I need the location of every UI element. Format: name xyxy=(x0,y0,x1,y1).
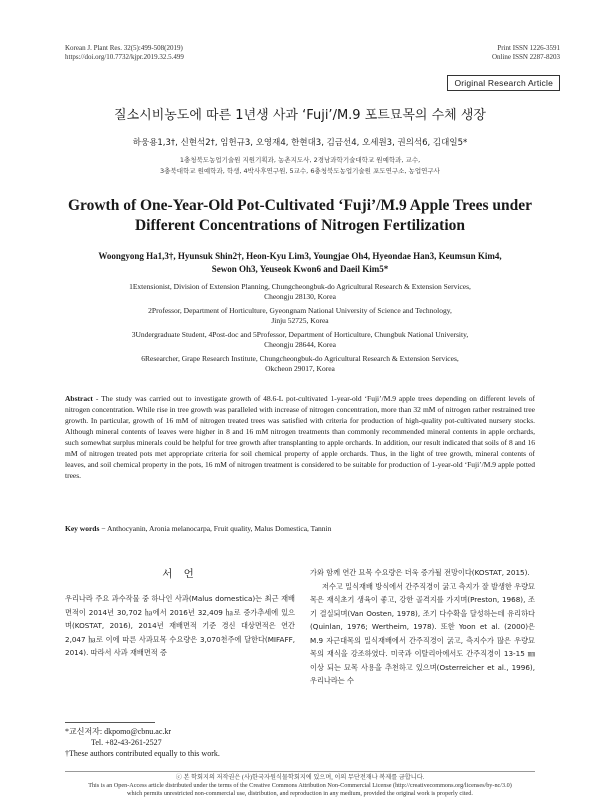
abstract-text: - The study was carried out to investigate growth of 48.6-L pot-cultivated 1-year-old ‘Fuji’/M.9 apple trees depending on different levels of nitrogen concentration. While rise in tree growth was paralleled with increase of nitrogen concentration, more than 32 mM of nitrogen rather restrained tree growth. In particular, growth of 16 mM of nitrogen treated trees was satisfied with criteria for production of high-quality pot-cultivated nursery stocks. Although mineral contents of leaves were higher in 8 and 16 mM nitrogen treatments than commonly recommended mineral contents in apple orchards, such somewhat surplus minerals could be helpful for tree growth after transplanting to apple orchards. In addition, our result indicated that soils of 8 and 16 mM of nitrogen treated pots met appropriate criteria for soil chemical property of apple orchards. Thus, in the light of tree growth, mineral contents of leaves, and soil chemical property in the pots, 16 mM of nitrogen treatment is considered to be suitable for production of 1-year-old ‘Fuji’/M.9 apple potted trees. xyxy=(65,394,535,480)
journal-citation: Korean J. Plant Res. 32(5):499-508(2019) https://doi.org/10.7732/kjpr.2019.32.5.499 xyxy=(65,44,184,61)
abstract xyxy=(65,393,535,481)
english-authors: Woongyong Ha1,3†, Hyunsuk Shin2†, Heon-Kyu Lim3, Youngjae Oh4, Hyeondae Han3, Keumsun Kim4, Sewon Oh3, Yeuseok Kwon6 and Daeil Kim5* xyxy=(98,251,502,274)
footnote-divider xyxy=(65,722,155,723)
intro-right-column: 가와 함께 연간 묘목 수요량은 더욱 증가될 전망이다(KOSTAT, 2015). 저수고 밀식재배 방식에서 간주직경이 굵고 측지가 잘 발생한 우량묘목은 재식초기 생육이 좋고, 강한 골격지를 가지며(Preston, 1968), 조기 결실되며(Van Oosten, 1978), 조기 다수확을 달성하는데 유리하다(Quinlan, 1976; Wertheim, 1978). 또한 Yoon et al. (2000)은 M.9 자근대목의 밀식재배에서 간주직경이 굵고, 측지수가 많은 우량묘목의 재식을 강조하였다. 미국과 이탈리아에서도 간주직경이 13-15 ㎜ 이상 되는 묘목 사용을 추천하고 있으며(Osterreicher et al., 1996), 우리나라는 수 xyxy=(310,568,535,685)
english-title: Growth of One-Year-Old Pot-Cultivated ‘Fuji’/M.9 Apple Trees under Different Concentrations of Nitrogen Fertilization xyxy=(67,197,533,234)
english-affiliation-1: 1Extensionist, Division of Extension Planning, Chungcheongbuk-do Agricultural Research & Extension Services, Cheongju 28130, Korea xyxy=(129,282,471,301)
section-heading: 서 언 xyxy=(162,568,198,580)
footer: ⓒ 본 학회지의 저작권은 (사)한국자원식물학회지에 있으며, 이의 무단전재나 복제를 금합니다. This is an Open-Access article distributed under the terms of the Creative Commons Attribution Non-Commercial License (http://creativecommons.org/licenses/by-nc/3.0) which permits unrestricted non-commercial use, distribution, and reproduction in any medium, provided the original work is properly cited. xyxy=(88,774,512,797)
issn-info: Print ISSN 1226-3591 Online ISSN 2287-8203 xyxy=(491,44,560,61)
doi-link[interactable]: https://doi.org/10.7732/kjpr.2019.32.5.499 xyxy=(65,53,184,61)
korean-title: 질소시비농도에 따른 1년생 사과 ‘Fuji’/M.9 포트묘목의 수체 생장 xyxy=(114,108,486,123)
korean-authors: 하웅용1,3†, 신현석2†, 임헌규3, 오영재4, 한현대3, 김금선4, 오세원3, 권의석6, 김대일5* xyxy=(132,138,468,148)
article-type-badge: Original Research Article xyxy=(447,75,560,91)
english-affiliation-2: 2Professor, Department of Horticulture, Gyeongnam National University of Science and Technology, Jinju 52725, Korea xyxy=(148,306,452,325)
abstract-label: Abstract xyxy=(65,394,93,403)
korean-affiliations: 1충청북도농업기술원 지원기획과, 농촌지도사, 2경남과학기술대학교 원예학과, 교수, 3충북대학교 원예학과, 학생, 4박사후연구원, 5교수, 6충청북도농업기술원 포도연구소, 농업연구사 xyxy=(160,156,440,175)
corresponding-email: *교신저자: dkpomo@cbnu.ac.kr xyxy=(65,727,172,736)
english-affiliation-4: 6Researcher, Grape Research Institute, Chungcheongbuk-do Agricultural Research & Extension Services, Okcheon 29017, Korea xyxy=(141,354,459,373)
keywords-label: Key words xyxy=(65,524,100,533)
footer-divider xyxy=(65,771,535,772)
keywords xyxy=(65,524,535,533)
keywords-text: − Anthocyanin, Aronia melanocarpa, Fruit quality, Malus Domestica, Tannin xyxy=(99,524,332,533)
footnote: *교신저자: dkpomo@cbnu.ac.kr Tel. +82-43-261-2527 †These authors contributed equally to this work. xyxy=(65,726,295,759)
english-affiliation-3: 3Undergraduate Student, 4Post-doc and 5Professor, Department of Horticulture, Chungbuk National University, Cheongju 28644, Korea xyxy=(131,330,469,349)
intro-left-column: 우리나라 주요 과수작물 중 하나인 사과(Malus domestica)는 최근 재배면적이 2014년 30,702 ㏊에서 2016년 32,409 ㏊로 증가추세에 있으며(KOSTAT, 2016), 2014년 재배면적 기준 경신 대상면적은 연간 2,047 ㏊로 이에 따른 사과묘목 수요량은 3,070천주에 달한다(MIFAFF, 2014). 따라서 사과 재배면적 증 xyxy=(65,594,295,657)
